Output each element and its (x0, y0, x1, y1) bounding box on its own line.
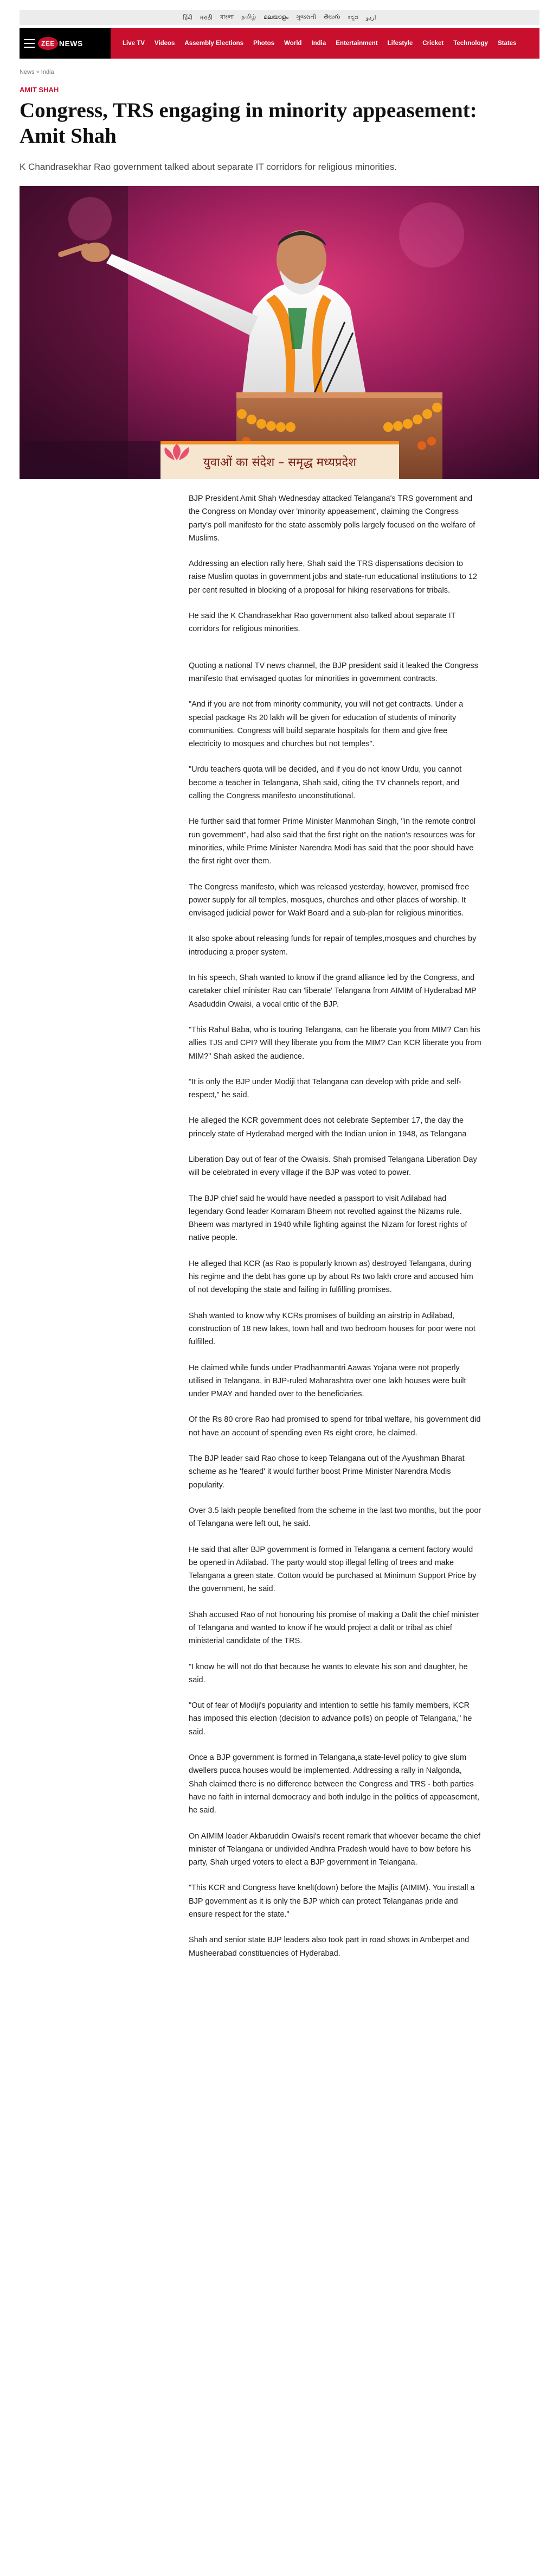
article-paragraph: Shah and senior state BJP leaders also took part in road shows in Amberpet and Musheerabad constituencies of Hyderabad. (189, 1936, 470, 1958)
zee-news-logo[interactable] (38, 37, 83, 50)
hero-image (20, 186, 539, 479)
language-link[interactable]: اردو (366, 14, 376, 21)
page-title: Congress, TRS engaging in minority appeasement: Amit Shah (20, 99, 477, 148)
article-paragraph: Over 3.5 lakh people benefited from the scheme in the last two months, but the poor of Telangana were left out, he said. (189, 1506, 481, 1529)
language-link[interactable]: বাংলা (220, 14, 234, 21)
section-tag[interactable]: AMIT SHAH (20, 86, 59, 94)
article-paragraph: BJP President Amit Shah Wednesday attacked Telangana's TRS government and the Congress on Monday over 'minority appeasement', claiming the Congress party's poll manifesto for the state assembly polls largely focused on the welfare of Muslims. (189, 494, 476, 543)
article-paragraph: In his speech, Shah wanted to know if the grand alliance led by the Congress, and caretaker chief minister Rao can 'liberate' Telangana from AIMIM of Hyderabad MP Asaduddin Owaisi, a vocal critic of the BJP. (189, 974, 477, 1009)
breadcrumb-news[interactable]: News (20, 69, 35, 75)
article-paragraph: He claimed while funds under Pradhanmantri Aawas Yojana were not properly utilised in Telangana, in BJP-ruled Maharashtra over one lakh houses were built under PMAY and handed over to the beneficiaries. (189, 1363, 466, 1399)
rally-photo (20, 186, 539, 479)
nav-item-assembly-elections[interactable]: Assembly Elections (184, 40, 244, 47)
article-paragraph: "Out of fear of Modiji's popularity and intention to settle his family members, KCR has imposed this election (decision to advance polls) on people of Telangana," he said. (189, 1701, 472, 1737)
language-link[interactable]: हिंदी (183, 14, 192, 21)
article-body (189, 492, 481, 1973)
article-paragraph: "This Rahul Baba, who is touring Telangana, can he liberate you from MIM? Can his allies TJS and CPI? Will they liberate you from the MIM? Can KCR liberate you from MIM?" Shah asked the audience. (189, 1025, 481, 1061)
article-paragraph: The BJP chief said he would have needed a passport to visit Adilabad had legendary Gond leader Komaram Bheem not revolted against the Nizams rule. Bheem was martyred in 1940 while fighting against the Nizam for forest rights of native people. (189, 1194, 467, 1243)
menu-icon[interactable] (24, 39, 35, 48)
language-link[interactable]: தமிழ் (241, 14, 256, 20)
language-link[interactable]: മലയാളം (264, 14, 288, 21)
article-paragraph: The Congress manifesto, which was released yesterday, however, promised free power supply for all temples, mosques, churches and other places of worship. It envisaged judicial power for Wakf Board and a sub-plan for religious minorities. (189, 882, 470, 918)
article-paragraph: On AIMIM leader Akbaruddin Owaisi's recent remark that whoever became the chief minister of Telangana or undivided Andhra Pradesh would have to bow before his party, Shah urged voters to elect a BJP government in Telangana. (189, 1831, 480, 1867)
language-link[interactable]: తెలుగు (324, 13, 340, 20)
article-paragraph: Once a BJP government is formed in Telangana,a state-level policy to give slum dwellers pucca houses would be implemented. Addressing a rally in Nalgonda, Shah claimed there is no difference between the Congress and TRS - both parties have no faith in internal democracy and both indulge in the politics of appeasement, he said. (189, 1753, 480, 1815)
language-bar (20, 10, 539, 25)
language-link[interactable]: मराठी (200, 14, 213, 21)
nav-menu (111, 40, 516, 47)
language-link[interactable]: ಕನ್ನಡ (348, 14, 359, 21)
article-paragraph: He alleged that KCR (as Rao is popularly known as) destroyed Telangana, during his regime and the debt has gone up by about Rs two lakh crore and accused him of not developing the state and failing in fulfilling promises. (189, 1259, 473, 1295)
article-paragraph: It also spoke about releasing funds for repair of temples,mosques and churches by introducing a proper system. (189, 934, 477, 957)
nav-item-entertainment[interactable]: Entertainment (336, 40, 378, 47)
hero-banner-text: युवाओं का संदेश – समृद्ध मध्यप्रदेश (203, 456, 357, 469)
nav-item-technology[interactable]: Technology (453, 40, 488, 47)
article-paragraph: "Urdu teachers quota will be decided, and if you do not know Urdu, you cannot become a teacher in Telangana, Shah said, citing the TV channels report, and calling the Congress manifesto unconstitutional. (189, 765, 462, 801)
nav-item-world[interactable]: World (284, 40, 302, 47)
article-summary: K Chandrasekhar Rao government talked about separate IT corridors for religious minorities. (20, 162, 397, 172)
article-paragraph: Shah wanted to know why KCRs promises of building an airstrip in Adilabad, construction of 18 new lakes, town hall and two bedroom houses for poor were not fulfilled. (189, 1311, 476, 1347)
nav-item-lifestyle[interactable]: Lifestyle (387, 40, 413, 47)
main-navigation (20, 28, 539, 59)
article-paragraph: "It is only the BJP under Modiji that Telangana can develop with pride and self-respect," he said. (189, 1077, 461, 1100)
nav-item-cricket[interactable]: Cricket (422, 40, 444, 47)
nav-item-live-tv[interactable]: Live TV (123, 40, 145, 47)
nav-brand-area (20, 28, 111, 59)
article-paragraph: Liberation Day out of fear of the Owaisis. Shah promised Telangana Liberation Day will be celebrated in every village if the BJP was voted to power. (189, 1155, 477, 1178)
article-paragraph: He alleged the KCR government does not celebrate September 17, the day the princely state of Hyderabad merged with the Indian union in 1948, as Telangana (189, 1116, 467, 1138)
nav-item-india[interactable]: India (311, 40, 326, 47)
article-paragraph: The BJP leader said Rao chose to keep Telangana out of the Ayushman Bharat scheme as he 'feared' it would further boost Prime Minister Narendra Modis popularity. (189, 1454, 465, 1490)
breadcrumb-separator: » (36, 69, 40, 75)
logo-news-text: NEWS (59, 39, 83, 48)
nav-item-states[interactable]: States (497, 40, 517, 47)
article-paragraph: Addressing an election rally here, Shah said the TRS dispensations decision to raise Muslim quotas in government jobs and state-run educational institutions to 12 per cent resulted in blocking of a proposal for hiking reservations for tribals. (189, 559, 477, 595)
nav-item-videos[interactable]: Videos (154, 40, 175, 47)
logo-zee-text: ZEE (38, 37, 58, 50)
article-paragraph: He further said that former Prime Minister Manmohan Singh, "in the remote control run government", had also said that the first right on the nation's resources was for minorities, while Prime Minister Narendra Modi has said that the poor should have the first right over them. (189, 817, 476, 866)
article-paragraph: Shah accused Rao of not honouring his promise of making a Dalit the chief minister of Telangana and wanted to know if he would project a dalit or tribal as chief ministerial candidate of the TRS. (189, 1610, 479, 1646)
article-paragraph: "This KCR and Congress have knelt(down) before the Majlis (AIMIM). You install a BJP government as it is only the BJP which can protect Telanganas pride and ensure respect for the state." (189, 1884, 475, 1919)
article-paragraph: "And if you are not from minority community, you will not get contracts. Under a special package Rs 20 lakh will be given for education of students of minority communities. Congress will build separate hospitals for them and give free electricity to mosques and churches but not temples". (189, 700, 464, 749)
article-paragraph: He said the K Chandrasekhar Rao government also talked about separate IT corridors for religious minorities. (189, 612, 456, 634)
article-paragraph: "I know he will not do that because he wants to elevate his son and daughter, he said. (189, 1662, 468, 1684)
nav-item-photos[interactable]: Photos (253, 40, 275, 47)
breadcrumb-india[interactable]: India (41, 69, 54, 75)
article-paragraph: He said that after BJP government is formed in Telangana a cement factory would be opened in Adilabad. The party would stop illegal felling of trees and make Telangana a green state. Cotton would be purchased at Minimum Support Price by the government, he said. (189, 1545, 477, 1594)
language-link[interactable]: ગુજરાતી (295, 14, 317, 21)
article-paragraph: Of the Rs 80 crore Rao had promised to spend for tribal welfare, his government did not have an account of spending even Rs eight crore, he claimed. (189, 1415, 481, 1438)
article-paragraph: Quoting a national TV news channel, the BJP president said it leaked the Congress manifesto that envisaged quotas for minorities in government contracts. (189, 661, 478, 683)
breadcrumb (20, 69, 54, 75)
